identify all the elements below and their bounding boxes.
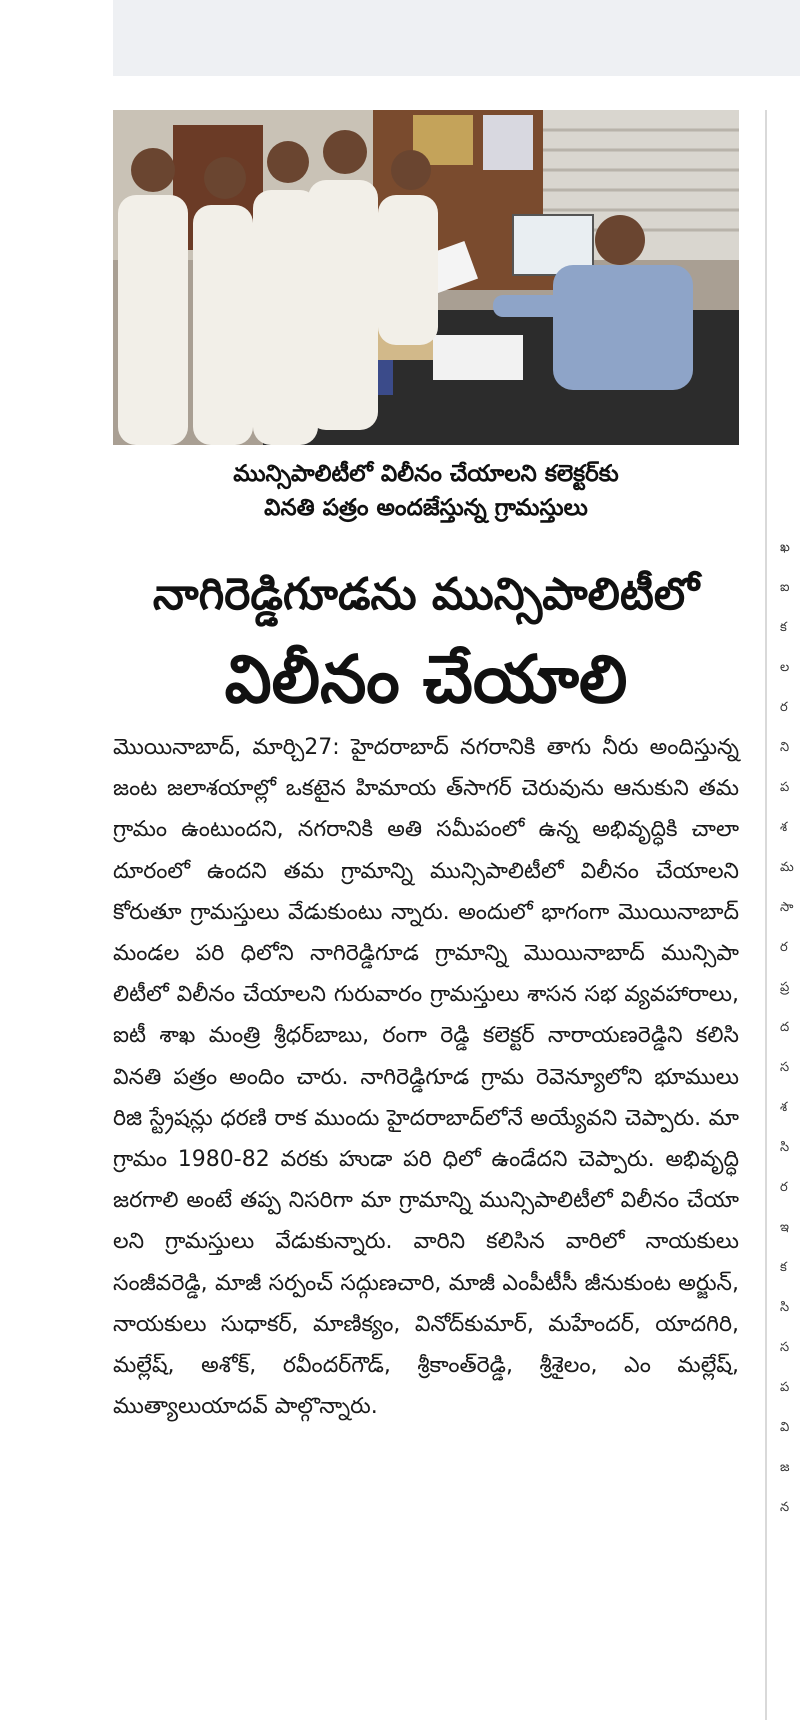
fragment-text: సా [780, 900, 794, 915]
fragment-text: సి [780, 1140, 790, 1155]
adjacent-column-fragment [778, 110, 800, 1720]
top-band [0, 0, 800, 78]
fragment-text: శ [780, 1100, 788, 1115]
fragment-text: ప్ర [780, 980, 790, 995]
fragment-text: ని [780, 740, 790, 755]
fragment-text: ఖ [780, 540, 790, 555]
fragment-text: ర [780, 940, 788, 955]
fragment-text: ర [780, 700, 788, 715]
fragment-text: ల [780, 660, 790, 675]
fragment-text: జ [780, 1460, 790, 1475]
fragment-text: ర [780, 1180, 788, 1195]
fragment-text: సి [780, 1300, 790, 1315]
fragment-text: క [780, 1260, 787, 1275]
fragment-text: న [780, 1500, 790, 1515]
fragment-text: క [780, 620, 787, 635]
news-photo [113, 110, 739, 445]
fragment-text: శ [780, 820, 788, 835]
fragment-text: ఐ [780, 580, 790, 595]
fragment-text: ప [780, 780, 790, 795]
fragment-text: స [780, 1340, 790, 1355]
fragment-text: ద [780, 1020, 790, 1035]
caption-line-2: వినతి పత్రం అందజేస్తున్న గ్రామస్తులు [264, 495, 588, 521]
photo-illustration [113, 110, 739, 445]
fragment-text: మ [780, 860, 794, 875]
caption-line-1: మున్సిపాలిటీలో విలీనం చేయాలని కలెక్టర్‌కు [233, 461, 619, 487]
column-divider [765, 110, 767, 1720]
fragment-text: వి [780, 1420, 790, 1435]
headline-line-2: విలీనం చేయాలి [224, 641, 628, 718]
header-strip [113, 0, 800, 76]
fragment-text: ప [780, 1380, 790, 1395]
headline-line-1: నాగిరెడ్డిగూడను మున్సిపాలిటీలో [152, 569, 700, 620]
article-body: మొయినాబాద్, మార్చి27: హైదరాబాద్ నగరానికి తాగు నీరు అందిస్తున్న జంట జలాశయాల్లో ఒకటైన హిమాయ త్‌సాగర్ చెరువును ఆనుకుని తమ గ్రామం ఉంటుందని, నగరానికి అతి సమీపంలో ఉన్న అభివృద్ధికి చాలా దూరంలో ఉందని తమ గ్రామాన్ని మున్సిపాలిటీలో విలీనం చేయాలని కోరుతూ గ్రామస్తులు వేడుకుంటు న్నారు. అందులో భాగంగా మొయినాబాద్ మండల పరి ధిలోని నాగిరెడ్డిగూడ గ్రామాన్ని మొయినాబాద్ మున్సిపా లిటీలో విలీనం చేయాలని గురువారం గ్రామస్తులు శాసన సభ వ్యవహారాలు, ఐటీ శాఖ మంత్రి శ్రీధర్‌బాబు, రంగా రెడ్డి కలెక్టర్ నారాయణరెడ్డిని కలిసి వినతి పత్రం అందిం చారు. నాగిరెడ్డిగూడ గ్రామ రెవెన్యూలోని భూములు రిజి స్ట్రేషన్లు ధరణి రాక ముందు హైదరాబాద్‌లోనే అయ్యేవని చెప్పారు. మా గ్రామం 1980-82 వరకు హుడా పరి ధిలో ఉండేదని చెప్పారు. అభివృద్ధి జరగాలి అంటే తప్ప నిసరిగా మా గ్రామాన్ని మున్సిపాలిటీలో విలీనం చేయా లని గ్రామస్తులు వేడుకున్నారు. వారిని కలిసిన వారిలో నాయకులు సంజీవరెడ్డి, మాజీ సర్పంచ్ సద్గుణచారి, మాజీ ఎంపీటీసీ జీనుకుంట అర్జున్, నాయకులు సుధాకర్, మాణిక్యం, వినోద్‌కుమార్, మహేందర్, యాదగిరి, మల్లేష్, అశోక్, రవీందర్‌గౌడ్, శ్రీకాంత్‌రెడ్డి, శ్రీశైలం, ఎం మల్లేష్, ముత్యాలుయాదవ్ పాల్గొన్నారు. [113, 735, 739, 1420]
fragment-text: స [780, 1060, 790, 1075]
fragment-text: ఇ [780, 1220, 789, 1235]
photo-caption [113, 457, 739, 525]
